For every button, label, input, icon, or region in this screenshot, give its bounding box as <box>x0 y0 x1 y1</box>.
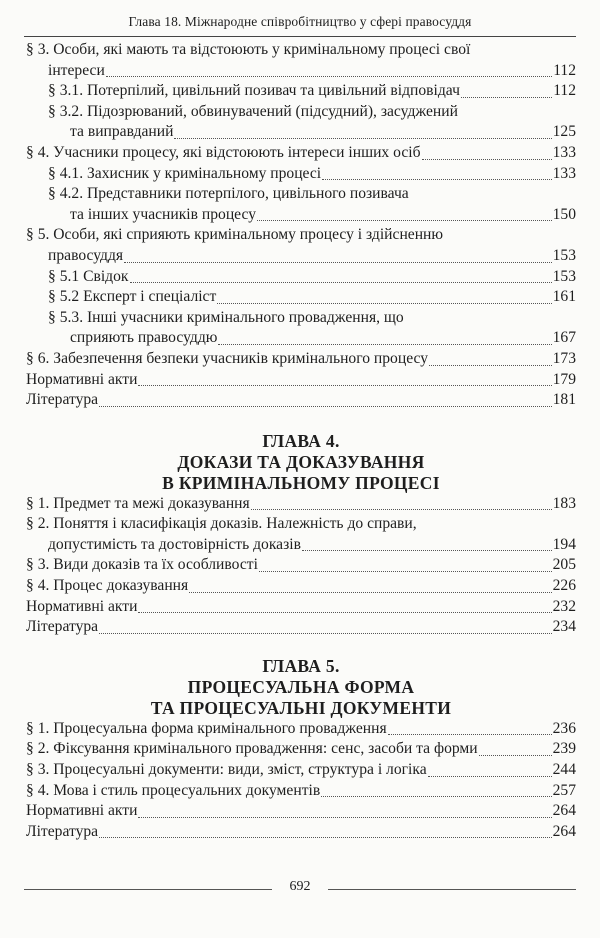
toc-entry-text: § 2. Фіксування кримінального провадження: сенс, засоби та форми <box>26 740 478 758</box>
toc-section-chapter-4 <box>26 494 576 638</box>
dot-leader <box>217 303 551 304</box>
chapter-4-title-line: ГЛАВА 4. <box>262 430 340 451</box>
toc-page-number: 236 <box>552 719 576 737</box>
toc-entry-text: § 4. Процес доказування <box>26 577 189 595</box>
toc-entry <box>26 555 576 576</box>
toc-page-number: 226 <box>552 577 576 595</box>
toc-page-number: 133 <box>552 143 576 161</box>
toc-entry-text: та інших учасників процесу <box>70 205 256 223</box>
toc-entry <box>26 40 576 81</box>
dot-leader <box>138 385 551 386</box>
toc-entry <box>26 719 576 740</box>
toc-page-number: 112 <box>553 82 576 100</box>
toc-entry-text: § 3.2. Підозрюваний, обвинувачений (підсудний), засуджений <box>48 102 458 120</box>
dot-leader <box>251 509 552 510</box>
toc-entry <box>26 576 576 597</box>
toc-entry-text: допустимість та достовірність доказів <box>48 535 301 553</box>
toc-entry-text: Нормативні акти <box>26 597 138 615</box>
dot-leader <box>218 344 551 345</box>
toc-entry-text: § 4.1. Захисник у кримінальному процесі <box>48 164 322 182</box>
toc-entry-text: Нормативні акти <box>26 370 138 388</box>
toc-page-number: 257 <box>552 781 576 799</box>
toc-page-number: 232 <box>552 597 576 615</box>
dot-leader <box>124 262 552 263</box>
toc-entry-text: § 4.2. Представники потерпілого, цивільного позивача <box>48 185 409 203</box>
toc-entry-text: § 3. Процесуальні документи: види, зміст, структура і логіка <box>26 761 427 779</box>
toc-page-number: 112 <box>553 61 576 79</box>
toc-page-number: 194 <box>552 535 576 553</box>
toc-entry <box>26 781 576 802</box>
toc-entry-text: Література <box>26 391 99 409</box>
toc-page-number: 239 <box>552 740 576 758</box>
page-number: 692 <box>289 879 311 894</box>
toc-entry <box>26 184 576 225</box>
dot-leader <box>422 159 552 160</box>
toc-entry <box>26 225 576 266</box>
toc-entry <box>26 267 576 288</box>
dot-leader <box>130 282 552 283</box>
chapter-5-title-line: ПРОЦЕСУАЛЬНА ФОРМА <box>187 676 415 697</box>
toc-entry <box>26 760 576 781</box>
toc-entry <box>26 390 576 411</box>
toc-entry-text: § 5. Особи, які сприяють кримінальному процесу і здійсненню <box>26 226 444 244</box>
dot-leader <box>99 837 552 838</box>
toc-entry-text: § 3.1. Потерпілий, цивільний позивач та цивільний відповідач <box>48 82 460 100</box>
toc-entry <box>26 370 576 391</box>
chapter-4-heading <box>26 431 576 494</box>
toc-page-number: 153 <box>552 246 576 264</box>
dot-leader <box>461 97 552 98</box>
toc-entry-text: Література <box>26 822 99 840</box>
toc-entry-text: Література <box>26 618 99 636</box>
header-rule <box>24 36 576 37</box>
dot-leader <box>189 592 551 593</box>
toc-page-number: 153 <box>552 267 576 285</box>
toc-entry <box>26 287 576 308</box>
toc-page-number: 264 <box>552 822 576 840</box>
toc-entry <box>26 102 576 143</box>
toc-entry-text: § 3. Особи, які мають та відстоюють у кримінальному процесі свої <box>26 41 471 58</box>
toc-entry <box>26 617 576 638</box>
toc-entry-text: § 1. Процесуальна форма кримінального провадження <box>26 719 387 737</box>
toc-entry <box>26 822 576 843</box>
toc-entry-text: Нормативні акти <box>26 802 138 820</box>
running-header: Глава 18. Міжнародне співробітництво у сфері правосуддя <box>128 14 472 29</box>
dot-leader <box>302 550 552 551</box>
dot-leader <box>388 734 552 735</box>
toc-entry <box>26 308 576 349</box>
toc-page-number: 264 <box>552 802 576 820</box>
dot-leader <box>106 76 552 77</box>
toc-page-number: 133 <box>552 164 576 182</box>
toc-entry-text: § 5.3. Інші учасники кримінального провадження, що <box>48 308 404 326</box>
toc-entry-text: § 4. Мова і стиль процесуальних документів <box>26 781 321 799</box>
footer-rule-right <box>328 889 576 890</box>
toc-entry-text: та виправданий <box>70 123 174 141</box>
dot-leader <box>99 633 552 634</box>
toc-entry-text: сприяють правосуддю <box>70 329 218 347</box>
dot-leader <box>257 220 552 221</box>
toc-page-number: 179 <box>552 370 576 388</box>
toc-entry-text: § 3. Види доказів та їх особливості <box>26 556 258 574</box>
toc-entry <box>26 597 576 618</box>
toc-entry <box>26 739 576 760</box>
toc-entry-text: § 4. Учасники процесу, які відстоюють інтереси інших осіб <box>26 143 421 161</box>
toc-entry <box>26 494 576 515</box>
toc-page-number: 150 <box>552 205 576 223</box>
toc-page-number: 244 <box>552 761 576 779</box>
toc-section-chapter-5 <box>26 719 576 843</box>
dot-leader <box>99 406 552 407</box>
dot-leader <box>322 179 551 180</box>
toc-entry <box>26 81 576 102</box>
toc-page-number: 234 <box>552 618 576 636</box>
table-of-contents <box>26 40 576 842</box>
dot-leader <box>138 817 551 818</box>
dot-leader <box>428 776 552 777</box>
toc-entry-text: § 1. Предмет та межі доказування <box>26 494 250 512</box>
toc-page-number: 167 <box>552 329 576 347</box>
chapter-5-heading <box>26 656 576 719</box>
toc-entry-text: правосуддя <box>48 246 124 264</box>
dot-leader <box>259 571 552 572</box>
chapter-4-title-line: ДОКАЗИ ТА ДОКАЗУВАННЯ <box>177 451 425 472</box>
toc-page-number: 205 <box>552 556 576 574</box>
toc-entry <box>26 801 576 822</box>
chapter-5-title-line: ТА ПРОЦЕСУАЛЬНІ ДОКУМЕНТИ <box>150 697 452 718</box>
dot-leader <box>429 365 552 366</box>
toc-entry <box>26 143 576 164</box>
toc-page-number: 161 <box>552 288 576 306</box>
toc-entry-text: § 5.2 Експерт і спеціаліст <box>48 288 217 306</box>
toc-page-number: 183 <box>552 494 576 512</box>
chapter-5-title-line: ГЛАВА 5. <box>262 655 340 676</box>
toc-entry-text: § 2. Поняття і класифікація доказів. Належність до справи, <box>26 515 417 533</box>
toc-section-top <box>26 40 576 411</box>
toc-entry <box>26 164 576 185</box>
toc-page-number: 181 <box>552 391 576 409</box>
toc-page-number: 173 <box>552 349 576 367</box>
dot-leader <box>138 612 551 613</box>
dot-leader <box>321 796 551 797</box>
toc-entry <box>26 349 576 370</box>
dot-leader <box>174 138 551 139</box>
toc-entry-text: інтереси <box>48 61 105 79</box>
toc-entry <box>26 514 576 555</box>
dot-leader <box>479 755 552 756</box>
toc-entry-text: § 5.1 Свідок <box>48 267 129 285</box>
chapter-4-title-line: В КРИМІНАЛЬНОМУ ПРОЦЕСІ <box>162 472 440 493</box>
toc-entry-text: § 6. Забезпечення безпеки учасників кримінального процесу <box>26 349 429 367</box>
toc-page-number: 125 <box>552 123 576 141</box>
